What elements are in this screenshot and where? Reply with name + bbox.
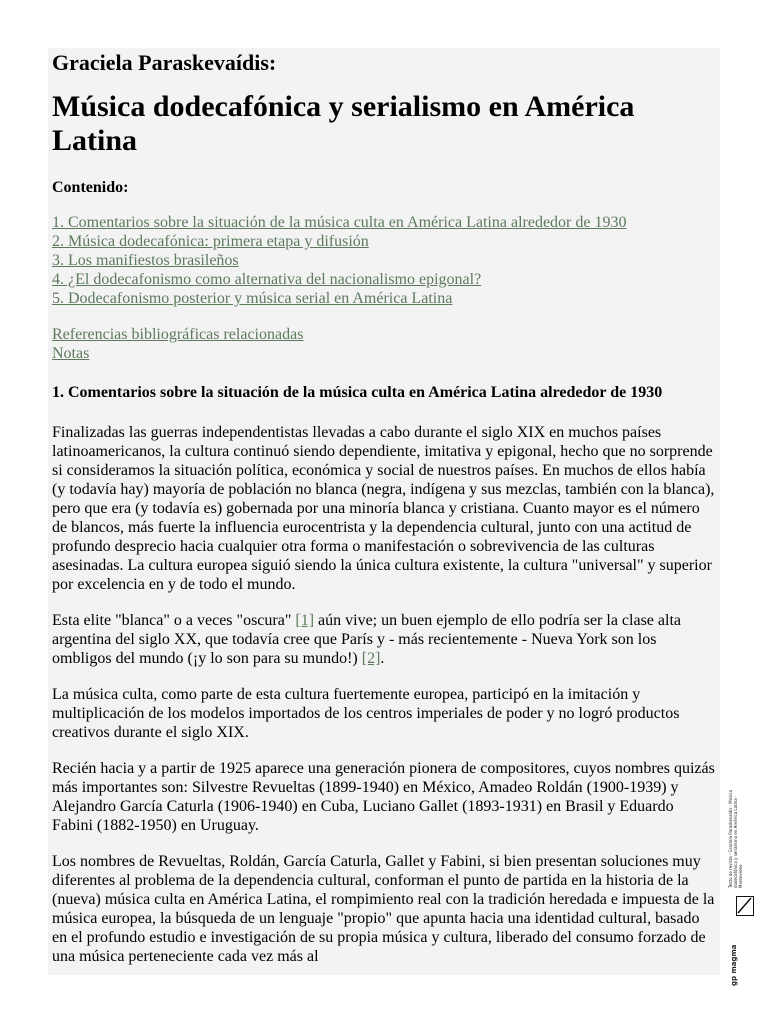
toc-link-4[interactable]: 4. ¿El dodecafonismo como alternativa del nacionalismo epigonal?: [52, 271, 482, 288]
logo-text: gp magma: [730, 944, 738, 986]
paragraph-2-text-b: aún vive; un buen ejemplo de ello podría ser la clase alta argentina del siglo XX, que todavía cree que París y - más recientemente - Nueva York son los ombligos del mundo (¡y lo son para su mundo!): [52, 612, 681, 667]
toc-item-5: [52, 289, 716, 308]
logo-diagonal-icon: [737, 897, 752, 914]
paragraph-5: Los nombres de Revueltas, Roldán, García Caturla, Gallet y Fabini, si bien presentan soluciones muy diferentes al problema de la dependencia cultural, conforman el punto de partida en la historia de la (nueva) música culta en América Latina, el rompimiento real con la tradición heredada e impuesta de la música europea, la búsqueda de un lenguaje "propio" que apunta hacia una identidad cultural, basado en el profundo estudio e investigación de su propia música y cultura, liberado del consumo forzado de una música perteneciente cada vez más al: [52, 853, 715, 965]
toc-item-3: [52, 251, 716, 270]
table-of-contents: [52, 213, 716, 308]
side-imprint: [728, 778, 760, 988]
toc-item-2: [52, 232, 716, 251]
toc-link-1[interactable]: 1. Comentarios sobre la situación de la música culta en América Latina alrededor de 1930: [52, 214, 627, 231]
paragraph-3: La música culta, como parte de esta cultura fuertemente europea, participó en la imitación y multiplicación de los modelos importados de los centros imperiales de poder y no logró productos creativos durante el siglo XIX.: [52, 686, 680, 741]
bibliography-link[interactable]: Referencias bibliográficas relacionadas: [52, 326, 304, 343]
author-heading: Graciela Paraskevaídis:: [52, 50, 277, 75]
reference-links: [52, 325, 716, 363]
section-1-heading: 1. Comentarios sobre la situación de la música culta en América Latina alrededor de 1930: [52, 384, 663, 401]
article-content: [52, 48, 716, 966]
footnote-link-2[interactable]: [2]: [361, 650, 381, 667]
refs-item-notes: [52, 344, 716, 363]
imprint-small-text: Texto de revista · Graciela Paraskevaídis · Música dodecafónica y serialismo en América Latina · Montevideo: [728, 789, 743, 888]
toc-heading: Contenido:: [52, 179, 129, 196]
refs-item-bibliography: [52, 325, 716, 344]
toc-item-4: [52, 270, 716, 289]
toc-item-1: [52, 213, 716, 232]
toc-link-3[interactable]: 3. Los manifiestos brasileños: [52, 252, 239, 269]
toc-link-5[interactable]: 5. Dodecafonismo posterior y música serial en América Latina: [52, 290, 453, 307]
paragraph-2-text-a: Esta elite "blanca" o a veces "oscura": [52, 612, 296, 629]
article-title: Música dodecafónica y serialismo en América Latina: [52, 90, 635, 157]
paragraph-2: [52, 611, 716, 668]
toc-link-2[interactable]: 2. Música dodecafónica: primera etapa y difusión: [52, 233, 369, 250]
paragraph-4: Recién hacia y a partir de 1925 aparece una generación pionera de compositores, cuyos nombres quizás más importantes son: Silvestre Revueltas (1899-1940) en México, Amadeo Roldán (1900-1939) y Alejandro García Caturla (1906-1940) en Cuba, Luciano Gallet (1893-1931) en Brasil y Eduardo Fabini (1882-1950) en Uruguay.: [52, 760, 715, 834]
article-page: [48, 48, 720, 975]
footnote-link-1[interactable]: [1]: [295, 612, 315, 629]
logo-box-icon: [736, 896, 754, 916]
paragraph-2-text-c: .: [380, 650, 385, 667]
paragraph-1: Finalizadas las guerras independentistas llevadas a cabo durante el siglo XIX en muchos países latinoamericanos, la cultura continuó siendo dependiente, imitativa y epigonal, hecho que no sorprende si consideramos la situación política, económica y social de nuestros países. En muchos de ellos había (y todavía hay) mayoría de población no blanca (negra, indígena y sus mezclas, también con la blanca), pero que era (y todavía es) gobernada por una minoría blanca y cristiana. Cuanto mayor es el número de blancos, más fuerte la influencia eurocentrista y la dependencia cultural, junto con una actitud de profundo desprecio hacia cualquier otra forma o manifestación o sobrevivencia de las culturas asesinadas. La cultura europea siguió siendo la única cultura existente, la cultura "universal" y superior por excelencia en y de todo el mundo.: [52, 424, 715, 593]
imprint-logo: [730, 896, 756, 988]
notes-link[interactable]: Notas: [52, 345, 90, 362]
